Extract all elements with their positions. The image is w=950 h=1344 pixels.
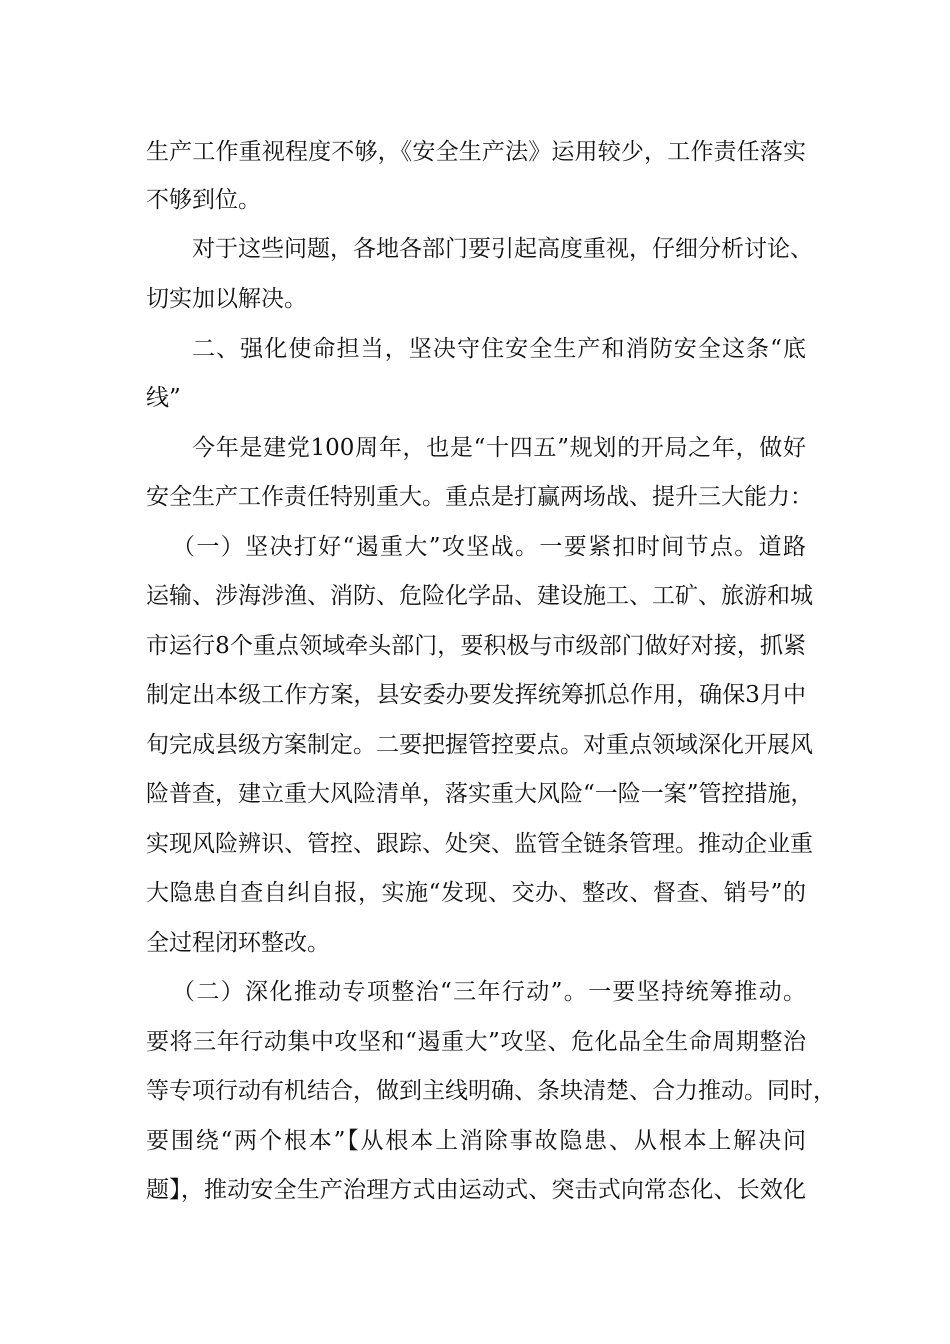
text-line: 等专项行动有机结合，做到主线明确、条块清楚、合力推动。同时， (146, 1078, 836, 1104)
text-line: 不够到位。 (146, 187, 261, 213)
text-line: 制定出本级工作方案，县安委办要发挥统筹抓总作用，确保3月中 (146, 682, 806, 708)
text-line: 实现风险辨识、管控、跟踪、处突、监管全链条管理。推动企业重 (146, 831, 813, 857)
text-line: 题】，推动安全生产治理方式由运动式、突击式向常态化、长效化 (146, 1177, 806, 1203)
text-line: 运输、涉海涉渔、消防、危险化学品、建设施工、工矿、旅游和城 (146, 583, 813, 609)
text-line: 市运行8个重点领域牵头部门，要积极与市级部门做好对接，抓紧 (146, 633, 806, 659)
text-line: 全过程闭环整改。 (146, 930, 330, 956)
text-line: 切实加以解决。 (146, 286, 307, 312)
text-line: 对于这些问题，各地各部门要引起高度重视，仔细分析讨论、 (192, 236, 813, 262)
section-heading: 线” (146, 385, 181, 411)
text-line: 安全生产工作责任特别重大。重点是打赢两场战、提升三大能力： (146, 484, 813, 510)
text-line: 生产工作重视程度不够，《安全生产法》运用较少，工作责任落实 (146, 139, 806, 165)
text-line: （二）深化推动专项整治“三年行动”。一要坚持统筹推动。 (172, 979, 806, 1005)
text-line: 要围绕“两个根本”【从根本上消除事故隐患、从根本上解决问 (146, 1128, 806, 1154)
text-line: （一）坚决打好“遏重大”攻坚战。一要紧扣时间节点。道路 (172, 534, 806, 560)
text-line: 今年是建党100周年，也是“十四五”规划的开局之年，做好 (192, 435, 806, 461)
text-line: 要将三年行动集中攻坚和“遏重大”攻坚、危化品全生命周期整治 (146, 1029, 806, 1055)
text-line: 大隐患自查自纠自报，实施“发现、交办、整改、督查、销号”的 (146, 880, 806, 906)
section-heading: 二、强化使命担当，坚决守住安全生产和消防安全这条“底 (192, 336, 806, 362)
text-line: 旬完成县级方案制定。二要把握管控要点。对重点领域深化开展风 (146, 732, 813, 758)
text-line: 险普查，建立重大风险清单，落实重大风险“一险一案”管控措施， (146, 781, 814, 807)
